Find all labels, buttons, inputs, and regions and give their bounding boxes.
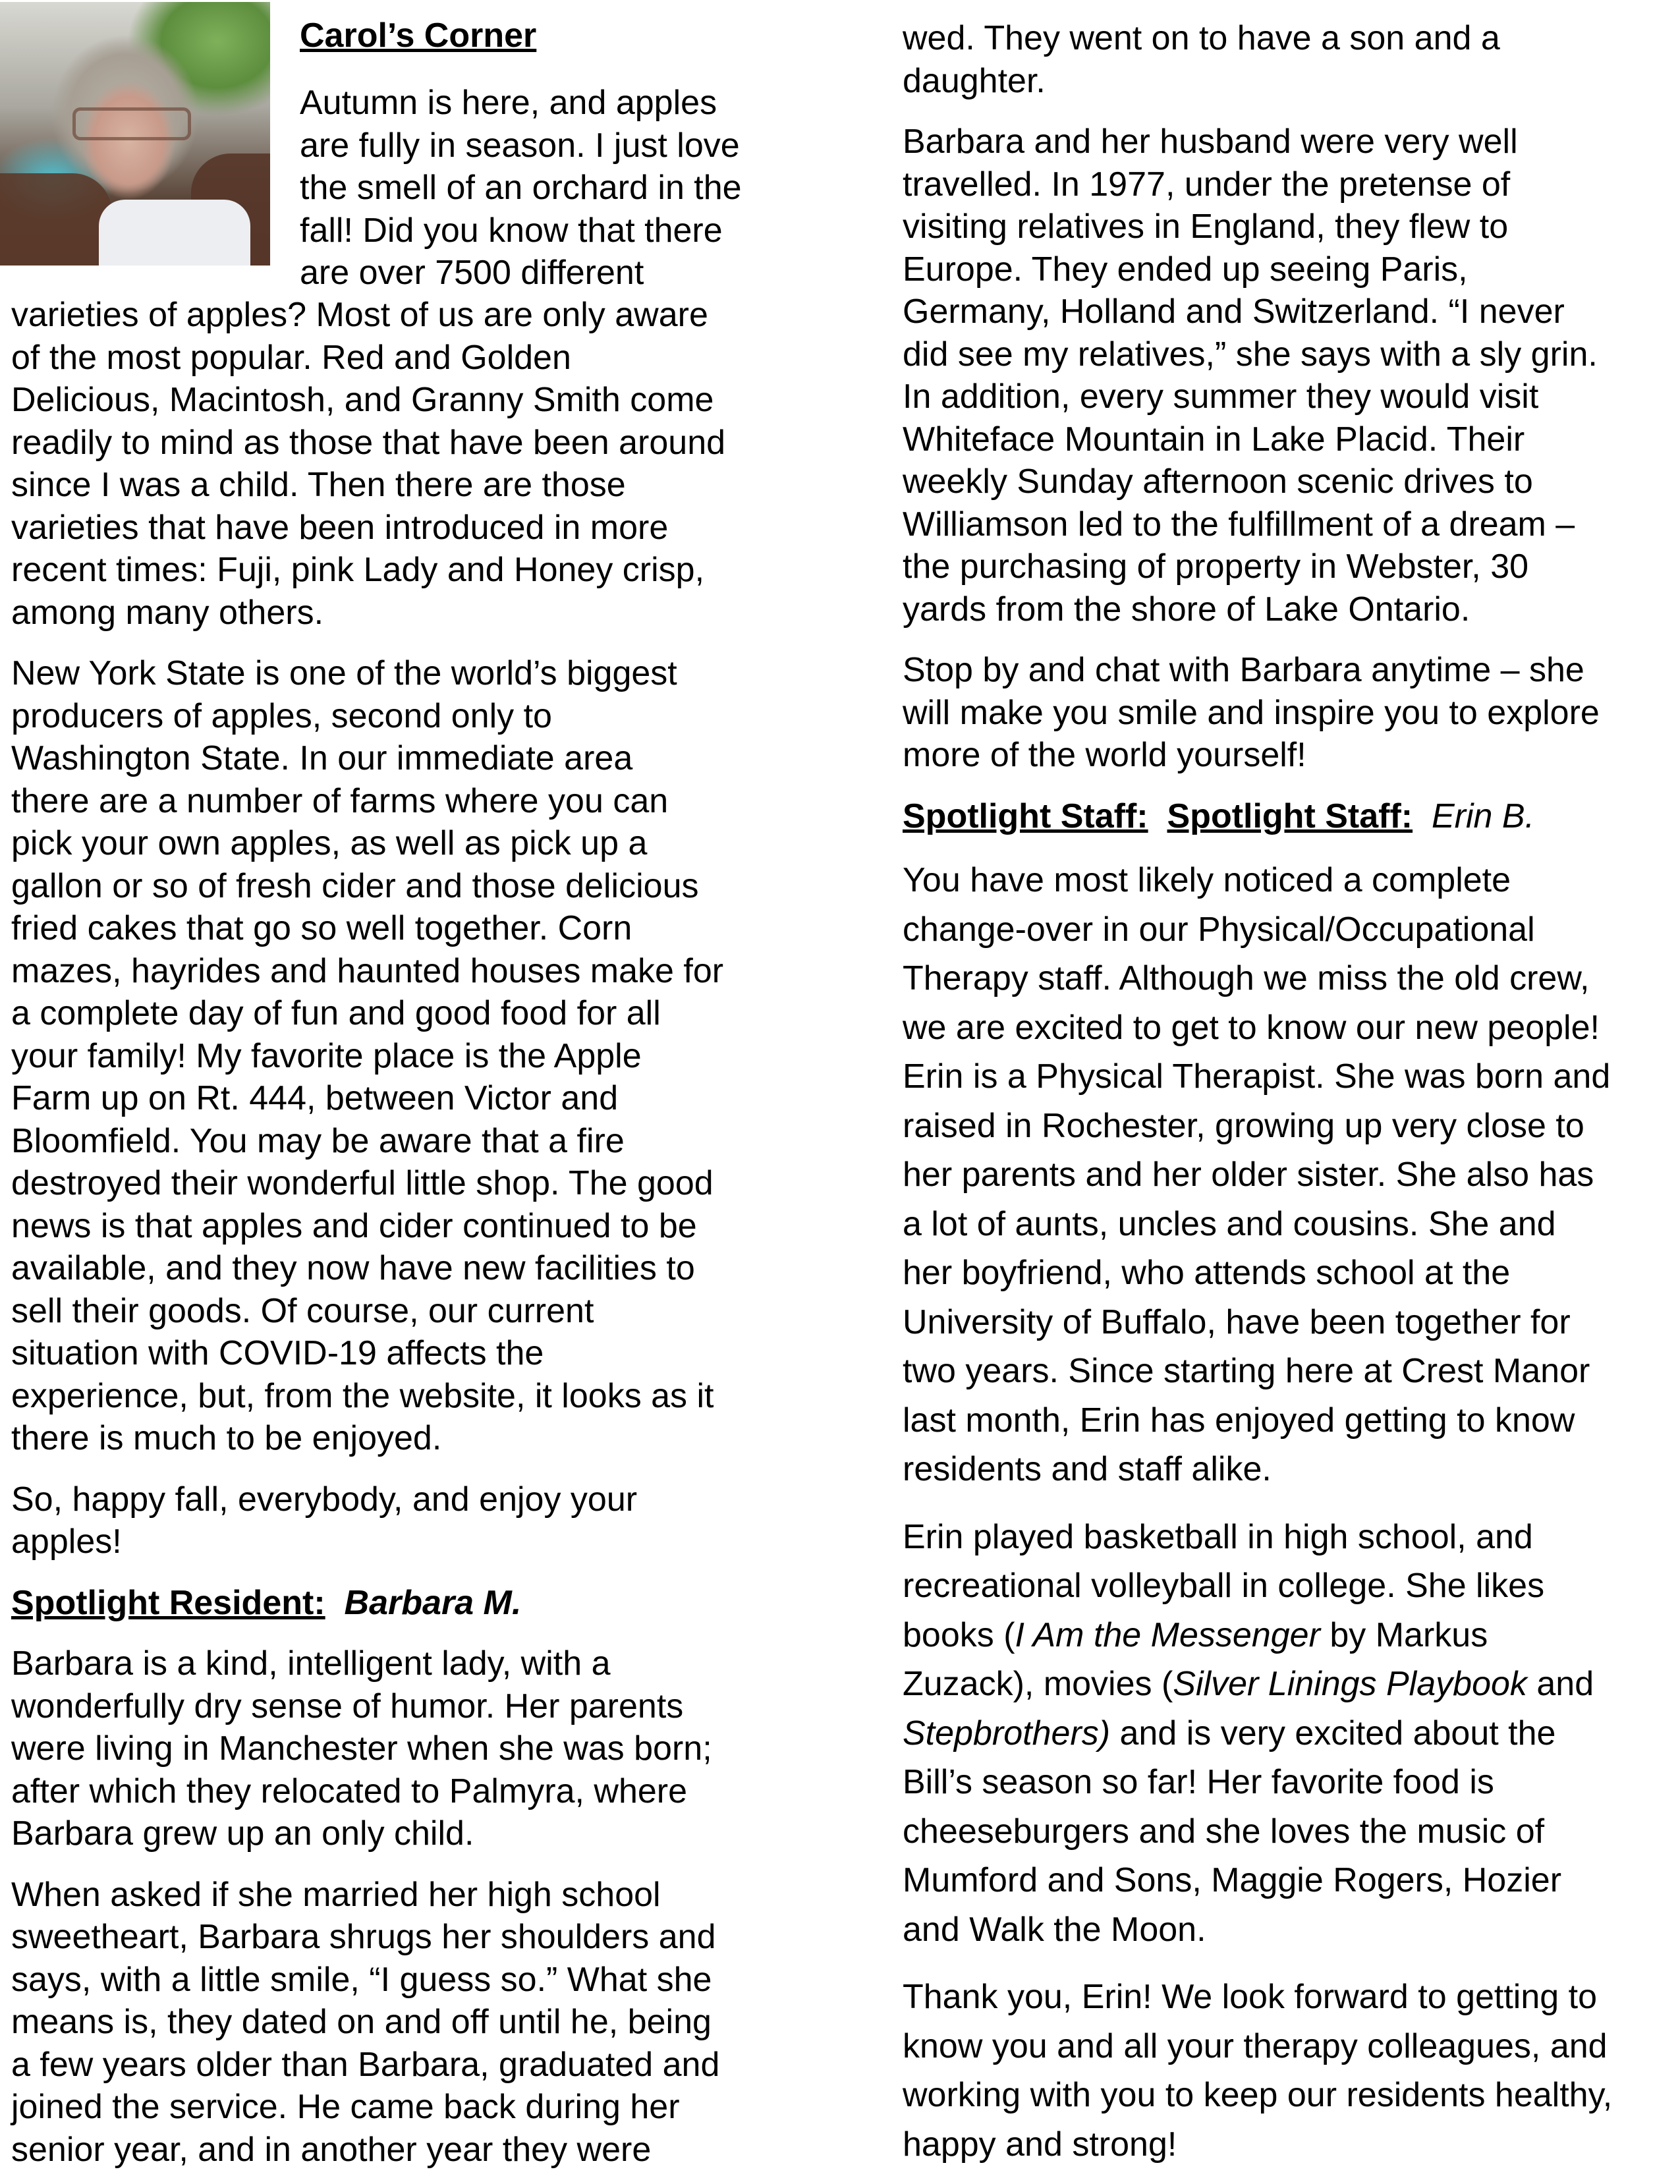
text-line: will make you smile and inspire you to explore	[903, 693, 1600, 732]
text-line: situation with COVID-19 affects the	[11, 1334, 544, 1372]
text-line: among many others.	[11, 593, 324, 632]
text-line: there is much to be enjoyed.	[11, 1419, 442, 1457]
book-title: I Am the Messenger	[1015, 1615, 1320, 1654]
text-line: are fully in season. I just love	[300, 126, 740, 165]
text-line: gallon or so of fresh cider and those delicious	[11, 866, 699, 905]
text-line	[903, 1611, 1680, 1660]
text-line: Washington State. In our immediate area	[11, 739, 633, 777]
carols-corner-title: Carol’s Corner	[300, 16, 537, 55]
text-line: two years. Since starting here at Crest Manor	[903, 1352, 1590, 1390]
text-line: mazes, hayrides and haunted houses make for	[11, 951, 724, 990]
text-line: know you and all your therapy colleagues, and	[903, 2027, 1608, 2065]
text-line: more of the world yourself!	[903, 736, 1306, 774]
text-line: recreational volleyball in college. She likes	[903, 1567, 1545, 1605]
text-line: available, and they now have new facilities to	[11, 1249, 695, 1287]
barbara-paragraph-2-continued	[903, 17, 1680, 102]
text-line: residents and staff alike.	[903, 1450, 1272, 1488]
text-line: Therapy staff. Although we miss the old crew,	[903, 959, 1590, 997]
carols-corner-paragraph-1	[11, 294, 795, 634]
right-column	[903, 17, 1680, 2169]
text-line: Stop by and chat with Barbara anytime – she	[903, 651, 1584, 689]
text-span: by Markus	[1320, 1615, 1488, 1654]
text-line: working with you to keep our residents healthy,	[903, 2076, 1613, 2114]
erin-paragraph-3	[903, 1973, 1680, 2169]
text-line: fried cakes that go so well together. Corn	[11, 909, 632, 947]
text-line: yards from the shore of Lake Ontario.	[903, 590, 1470, 629]
barbara-paragraph-3	[903, 121, 1680, 630]
text-line: the smell of an orchard in the	[300, 169, 742, 207]
photo-jacket-left	[0, 173, 112, 266]
text-line: Bloomfield. You may be aware that a fire	[11, 1121, 625, 1160]
text-line: joined the service. He came back during her	[11, 2088, 680, 2126]
erin-paragraph-1	[903, 856, 1680, 1494]
text-line: Mumford and Sons, Maggie Rogers, Hozier	[903, 1861, 1562, 1899]
text-line: recent times: Fuji, pink Lady and Honey crisp,	[11, 551, 705, 589]
text-line: change-over in our Physical/Occupational	[903, 910, 1535, 949]
text-line: says, with a little smile, “I guess so.” What she	[11, 1960, 712, 1999]
text-line: daughter.	[903, 61, 1046, 100]
text-line: a lot of aunts, uncles and cousins. She and	[903, 1204, 1556, 1243]
barbara-paragraph-2	[11, 1874, 795, 2171]
text-line: wonderfully dry sense of humor. Her parents	[11, 1687, 684, 1725]
spotlight-resident-heading-line	[11, 1582, 795, 1625]
text-line: Bill’s season so far! Her favorite food is	[903, 1763, 1494, 1801]
text-line: Barbara grew up an only child.	[11, 1814, 474, 1853]
text-line: Erin is a Physical Therapist. She was born and	[903, 1057, 1611, 1096]
text-line: Germany, Holland and Switzerland. “I never	[903, 293, 1565, 331]
text-line: last month, Erin has enjoyed getting to know	[903, 1401, 1575, 1440]
text-span: and is very excited about the	[1110, 1714, 1556, 1752]
text-line: sell their goods. Of course, our current	[11, 1291, 594, 1330]
text-line: experience, but, from the website, it looks as it	[11, 1376, 714, 1415]
text-line: since I was a child. Then there are those	[11, 466, 626, 504]
text-span: books (	[903, 1615, 1015, 1654]
text-line: did see my relatives,” she says with a sly grin.	[903, 335, 1598, 374]
text-line: pick your own apples, as well as pick up a	[11, 824, 648, 862]
text-line: happy and strong!	[903, 2125, 1177, 2164]
photo-glasses	[72, 107, 191, 140]
text-line: Erin played basketball in high school, and	[903, 1517, 1533, 1556]
text-line: of the most popular. Red and Golden	[11, 338, 571, 377]
spotlight-staff-heading: Spotlight Staff:	[903, 797, 1148, 835]
text-line: readily to mind as those that have been around	[11, 423, 726, 462]
text-line: producers of apples, second only to	[11, 696, 552, 735]
text-line	[903, 1660, 1680, 1709]
barbara-paragraph-4	[903, 649, 1680, 777]
text-span: Zuzack), movies (	[903, 1665, 1173, 1703]
text-line: Delicious, Macintosh, and Granny Smith come	[11, 381, 714, 419]
spotlight-staff-name: Erin B.	[1432, 797, 1535, 835]
text-line: apples!	[11, 1523, 122, 1561]
text-line: a complete day of fun and good food for all	[11, 994, 661, 1032]
text-line: Barbara is a kind, intelligent lady, with a	[11, 1644, 611, 1683]
text-line: Whiteface Mountain in Lake Placid. Their	[903, 420, 1525, 459]
carol-portrait-photo	[0, 2, 270, 266]
text-line: sweetheart, Barbara shrugs her shoulders and	[11, 1918, 716, 1956]
text-line: senior year, and in another year they were	[11, 2130, 652, 2169]
movie-title: Stepbrothers)	[903, 1714, 1111, 1752]
text-line: Autumn is here, and apples	[300, 84, 717, 122]
text-line: travelled. In 1977, under the pretense of	[903, 165, 1511, 204]
erin-paragraph-2	[903, 1513, 1680, 1955]
text-line: visiting relatives in England, they flew to	[903, 208, 1509, 246]
text-line: we are excited to get to know our new people!	[903, 1008, 1600, 1047]
movie-title: Silver Linings Playbook	[1173, 1665, 1527, 1703]
text-line: You have most likely noticed a complete	[903, 861, 1511, 899]
text-line: after which they relocated to Palmyra, where	[11, 1772, 688, 1810]
text-line: there are a number of farms where you can	[11, 781, 669, 820]
photo-shirt	[99, 200, 250, 266]
text-line: So, happy fall, everybody, and enjoy your	[11, 1480, 638, 1519]
text-line: Farm up on Rt. 444, between Victor and	[11, 1079, 619, 1117]
left-column	[11, 294, 795, 2171]
spotlight-staff-heading-duplicate: Spotlight Staff:	[1167, 797, 1413, 835]
text-line: Barbara and her husband were very well	[903, 123, 1518, 161]
text-line: raised in Rochester, growing up very close to	[903, 1106, 1584, 1145]
text-line: When asked if she married her high school	[11, 1875, 661, 1914]
text-line: In addition, every summer they would visit	[903, 378, 1539, 416]
spotlight-resident-heading: Spotlight Resident:	[11, 1583, 325, 1622]
spotlight-staff-heading-line	[903, 795, 1680, 838]
text-line: are over 7500 different	[300, 254, 644, 292]
text-line: the purchasing of property in Webster, 30	[903, 547, 1529, 586]
text-line: a few years older than Barbara, graduated and	[11, 2045, 720, 2084]
spotlight-resident-name: Barbara M.	[344, 1583, 522, 1622]
text-line: cheeseburgers and she loves the music of	[903, 1812, 1545, 1851]
text-line: varieties of apples? Most of us are only aware	[11, 296, 708, 334]
barbara-paragraph-1	[11, 1642, 795, 1855]
text-line: her parents and her older sister. She also has	[903, 1156, 1594, 1194]
text-line: Williamson led to the fulfillment of a dream –	[903, 505, 1575, 544]
text-line: Europe. They ended up seeing Paris,	[903, 250, 1468, 289]
text-line: news is that apples and cider continued to be	[11, 1206, 697, 1245]
text-line: Thank you, Erin! We look forward to getting to	[903, 1978, 1598, 2016]
text-line: wed. They went on to have a son and a	[903, 19, 1500, 57]
text-line: were living in Manchester when she was born;	[11, 1729, 712, 1768]
text-span: and	[1526, 1665, 1594, 1703]
text-line: your family! My favorite place is the Apple	[11, 1036, 642, 1075]
text-line: and Walk the Moon.	[903, 1910, 1206, 1949]
text-line: University of Buffalo, have been together for	[903, 1302, 1571, 1341]
text-line: her boyfriend, who attends school at the	[903, 1254, 1511, 1292]
text-line: fall! Did you know that there	[300, 211, 723, 250]
text-line: destroyed their wonderful little shop. The good	[11, 1164, 714, 1202]
text-line: New York State is one of the world’s biggest	[11, 654, 677, 692]
text-line: means is, they dated on and off until he, being	[11, 2003, 712, 2041]
carols-corner-intro	[300, 82, 800, 294]
erin-section	[903, 856, 1680, 2169]
text-line: varieties that have been introduced in more	[11, 508, 669, 547]
carols-corner-paragraph-3	[11, 1478, 795, 1563]
carols-corner-paragraph-2	[11, 652, 795, 1460]
text-line	[903, 1709, 1680, 1758]
text-line: weekly Sunday afternoon scenic drives to	[903, 462, 1533, 501]
